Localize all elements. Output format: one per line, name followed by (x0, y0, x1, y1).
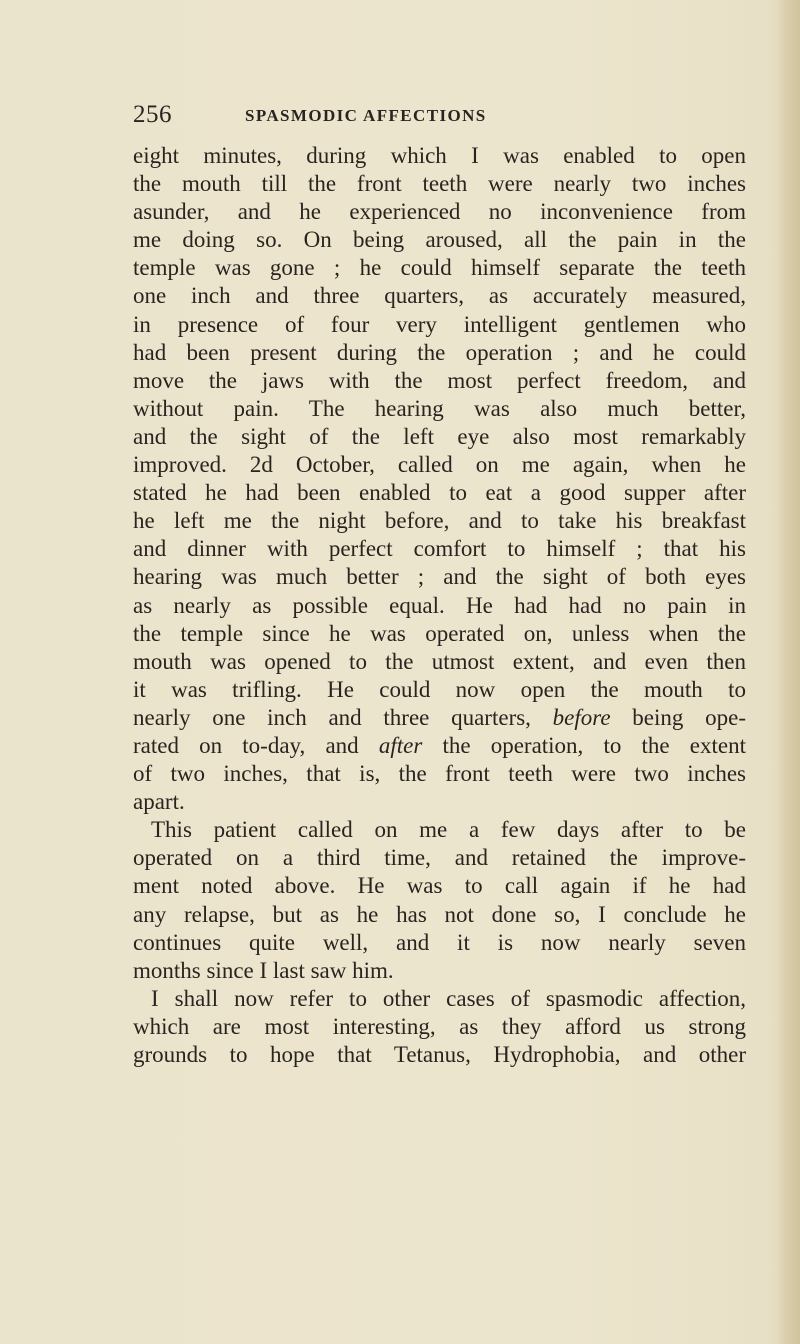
text-line: had been present during the operation ; and he could (133, 339, 746, 365)
text-line: hearing was much better ; and the sight of both eyes (133, 564, 746, 590)
text-line: nearly one inch and three quarters, before being ope- (133, 704, 746, 730)
text-line: and dinner with perfect comfort to himself ; that his (133, 536, 746, 562)
text-line: he left me the night before, and to take his breakfast (133, 508, 746, 534)
body-text (133, 142, 746, 1069)
text-line: ment noted above. He was to call again if he had (133, 873, 746, 899)
text-line: without pain. The hearing was also much better, (133, 395, 746, 421)
text-line: continues quite well, and it is now nearly seven (133, 929, 746, 955)
text-line: asunder, and he experienced no inconvenience from (133, 199, 746, 225)
text-line: operated on a third time, and retained the improve- (133, 845, 746, 871)
text-line: apart. (133, 789, 185, 815)
text-line: temple was gone ; he could himself separate the teeth (133, 255, 746, 281)
page-number: 256 (133, 101, 172, 128)
text-line: me doing so. On being aroused, all the pain in the (133, 227, 746, 253)
text-line: the temple since he was operated on, unless when the (133, 620, 746, 646)
running-head: SPASMODIC AFFECTIONS (245, 106, 487, 125)
text-line: any relapse, but as he has not done so, I conclude he (133, 901, 746, 927)
text-line: which are most interesting, as they afford us strong (133, 1013, 746, 1039)
page-edge-shadow (778, 0, 800, 1344)
text-line: improved. 2d October, called on me again, when he (133, 452, 746, 478)
page-header (133, 101, 753, 131)
emphasis: after (378, 732, 423, 758)
text-line: and the sight of the left eye also most remarkably (133, 423, 746, 449)
text-line: the mouth till the front teeth were nearly two inches (133, 171, 746, 197)
text-line: as nearly as possible equal. He had had no pain in (133, 592, 746, 618)
text-line: move the jaws with the most perfect freedom, and (133, 367, 746, 393)
text-line: in presence of four very intelligent gentlemen who (133, 311, 746, 337)
text-line: months since I last saw him. (133, 957, 394, 983)
text-line: it was trifling. He could now open the mouth to (133, 676, 746, 702)
text-line: of two inches, that is, the front teeth were two inches (133, 761, 746, 787)
text-line: stated he had been enabled to eat a good supper after (133, 480, 746, 506)
text-line: This patient called on me a few days after to be (151, 817, 746, 843)
text-line: rated on to-day, and after the operation, to the extent (133, 732, 746, 758)
text-line: grounds to hope that Tetanus, Hydrophobia, and other (133, 1042, 746, 1067)
text-line: I shall now refer to other cases of spasmodic affection, (151, 985, 746, 1011)
text-line: eight minutes, during which I was enabled to open (133, 143, 746, 168)
emphasis: before (552, 704, 611, 730)
text-line: mouth was opened to the utmost extent, and even then (133, 648, 746, 674)
text-line: one inch and three quarters, as accurately measured, (133, 283, 746, 309)
